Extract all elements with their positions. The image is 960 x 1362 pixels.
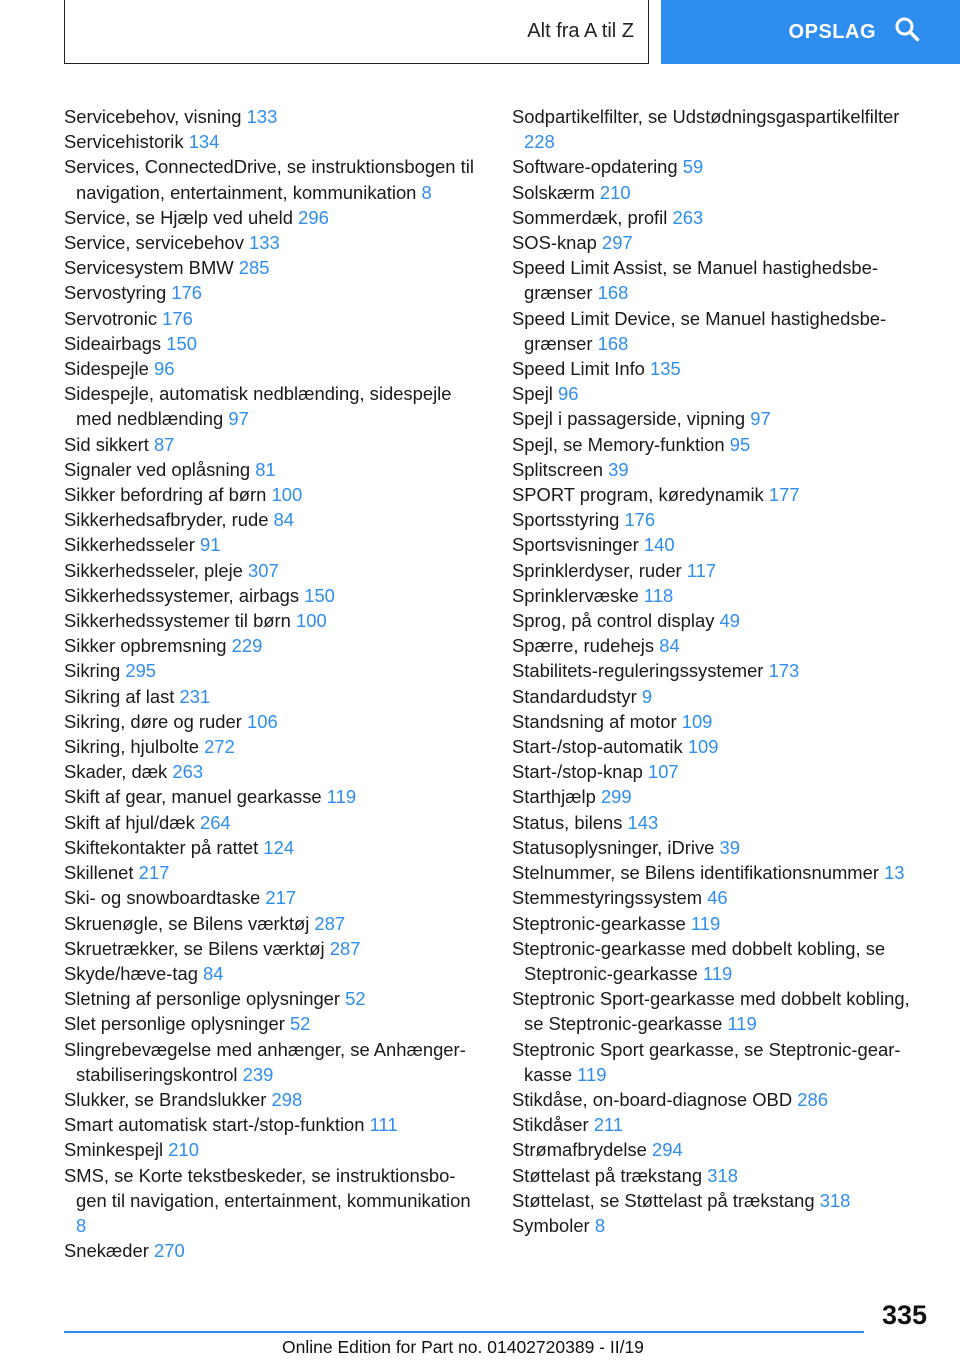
- index-entry: [512, 658, 928, 683]
- index-page-link[interactable]: 49: [719, 610, 741, 632]
- index-entry: [64, 154, 479, 204]
- index-entry: [64, 1087, 479, 1112]
- index-entry-term: Start-/stop-knap: [512, 761, 643, 783]
- index-entry: [512, 180, 928, 205]
- index-page-link[interactable]: 91: [199, 534, 221, 556]
- index-page-link[interactable]: 135: [650, 358, 681, 380]
- index-page-link[interactable]: 39: [719, 836, 740, 858]
- index-entry: [512, 734, 928, 759]
- index-entry-term: Smart automatisk start-/stop-funktion: [64, 1114, 365, 1136]
- index-entry: [64, 961, 479, 986]
- index-entry-term: SMS, se Korte tekstbeskeder, se instruktionsbogen til navigation, entertainment, kommunikation: [64, 1164, 471, 1211]
- index-page-link[interactable]: 119: [577, 1063, 607, 1085]
- index-entry: [512, 381, 928, 406]
- index-entry: [512, 759, 928, 784]
- index-entry: [64, 885, 479, 910]
- index-page-link[interactable]: 286: [797, 1088, 828, 1110]
- index-page-link[interactable]: 168: [597, 282, 629, 304]
- index-page-link[interactable]: 117: [686, 559, 717, 581]
- index-entry-term: Steptronic-gearkasse: [512, 912, 686, 934]
- index-page-link[interactable]: 143: [627, 811, 659, 833]
- index-column-left: [64, 104, 479, 1263]
- index-entry-term: Spejl: [512, 383, 553, 405]
- index-page-link[interactable]: 173: [768, 660, 800, 682]
- index-entry-term: Skruetrækker, se Bilens værktøj: [64, 937, 325, 959]
- index-entry: [512, 810, 928, 835]
- index-entry: [64, 558, 479, 583]
- index-page-link[interactable]: 118: [643, 584, 674, 606]
- index-page-link[interactable]: 13: [884, 862, 905, 884]
- index-page-link[interactable]: 81: [255, 458, 276, 480]
- index-entry: [64, 1037, 479, 1087]
- index-entry: [64, 835, 479, 860]
- index-page-link[interactable]: 95: [729, 433, 751, 455]
- index-page-link[interactable]: 285: [238, 257, 270, 279]
- index-entry: [64, 356, 479, 381]
- index-entry-term: Skyde/hæve-tag: [64, 962, 198, 984]
- index-entry: [64, 986, 479, 1011]
- index-entry-term: Stemmestyringssystem: [512, 887, 703, 909]
- index-entry: [512, 255, 928, 305]
- index-entry: [512, 230, 928, 255]
- footer: [282, 1337, 644, 1358]
- index-entry-term: Standardudstyr: [512, 685, 637, 707]
- index-entry: [64, 1011, 479, 1036]
- index-page-link[interactable]: 263: [172, 761, 204, 783]
- index-entry-term: SPORT program, køredynamik: [512, 484, 764, 506]
- index-page-link[interactable]: 307: [248, 559, 279, 581]
- index-page-link[interactable]: 124: [263, 836, 295, 858]
- index-entry: [64, 633, 479, 658]
- index-entry-term: Servostyring: [64, 282, 167, 304]
- index-entry: [64, 734, 479, 759]
- index-page-link[interactable]: 46: [707, 887, 728, 909]
- index-page-link[interactable]: 84: [273, 509, 295, 531]
- index-page-link[interactable]: 39: [608, 458, 629, 480]
- index-page-link[interactable]: 217: [138, 862, 170, 884]
- index-entry-term: Starthjælp: [512, 786, 596, 808]
- index-entry: [64, 936, 479, 961]
- index-entry-term: Sprinklerdyser, ruder: [512, 559, 682, 581]
- index-page-link[interactable]: 109: [681, 710, 713, 732]
- index-entry-term: Sikring, hjulbolte: [64, 736, 199, 758]
- index-entry: [64, 507, 479, 532]
- index-page-link[interactable]: 97: [750, 408, 771, 430]
- index-page-link[interactable]: 96: [558, 383, 579, 405]
- index-entry-term: Sikkerhedssystemer til børn: [64, 610, 291, 632]
- page-number: 335: [881, 1300, 927, 1330]
- index-entry: [64, 129, 479, 154]
- index-page-link[interactable]: 272: [204, 736, 235, 758]
- index-entry-term: Service, se Hjælp ved uheld: [64, 206, 293, 228]
- index-entry-term: Skiftekontakter på rattet: [64, 836, 259, 858]
- index-entry-term: Skillenet: [64, 862, 134, 884]
- index-entry-term: Sikkerhedsseler: [64, 534, 195, 556]
- index-page-link[interactable]: 299: [600, 786, 632, 808]
- index-entry: [512, 104, 928, 154]
- index-entry-term: Servicebehov, visning: [64, 106, 242, 127]
- index-entry: [512, 784, 928, 809]
- index-page-link[interactable]: 84: [659, 635, 680, 657]
- index-page-link[interactable]: 119: [727, 1013, 757, 1035]
- index-page-link[interactable]: 87: [153, 433, 175, 455]
- index-entry: [512, 205, 928, 230]
- index-page-link[interactable]: 217: [265, 887, 297, 909]
- index-page-link[interactable]: 133: [249, 232, 280, 254]
- index-page-link[interactable]: 287: [314, 912, 346, 934]
- index-entry-term: Støttelast, se Støttelast på trækstang: [512, 1189, 815, 1211]
- index-entry: [512, 1188, 928, 1213]
- index-entry-term: Service, servicebehov: [64, 232, 244, 254]
- index-entry-term: Statusoplysninger, iDrive: [512, 836, 715, 858]
- index-entry: [512, 1213, 928, 1238]
- index-entry-term: Sikker opbremsning: [64, 635, 227, 657]
- index-entry-term: Sikkerhedssystemer, airbags: [64, 584, 300, 606]
- index-page-link[interactable]: 59: [682, 156, 704, 178]
- index-page-link[interactable]: 106: [246, 710, 278, 732]
- index-entry: [512, 1163, 928, 1188]
- index-entry-term: Sidespejle: [64, 358, 149, 380]
- index-entry: [512, 154, 928, 179]
- index-entry: [512, 1037, 928, 1087]
- index-entry-term: Steptronic-gearkasse med dobbelt kobling, se Steptronic-gearkasse: [512, 937, 886, 984]
- index-entry: [512, 306, 928, 356]
- footer-divider: [64, 1331, 864, 1333]
- index-page-link[interactable]: 294: [652, 1139, 683, 1161]
- index-entry-term: Servotronic: [64, 307, 158, 329]
- index-entry-term: Splitscreen: [512, 458, 603, 480]
- index-page-link[interactable]: 52: [345, 988, 366, 1010]
- index-entry-term: Solskærm: [512, 181, 595, 203]
- index-entry: [64, 331, 479, 356]
- index-page-link[interactable]: 168: [597, 332, 629, 354]
- index-page-link[interactable]: 52: [289, 1013, 311, 1035]
- index-entry-term: Symboler: [512, 1214, 590, 1236]
- index-page-link[interactable]: 287: [329, 937, 361, 959]
- index-entry: [64, 709, 479, 734]
- index-entry-term: Skift af gear, manuel gearkasse: [64, 786, 322, 808]
- index-entry: [64, 1112, 479, 1137]
- index-entry-term: Sportsvisninger: [512, 534, 639, 556]
- index-page-link[interactable]: 297: [601, 232, 633, 254]
- index-page-link[interactable]: 263: [672, 206, 704, 228]
- index-entry: [512, 482, 928, 507]
- index-entry-term: Sportsstyring: [512, 509, 620, 531]
- index-page-link[interactable]: 150: [166, 332, 197, 354]
- index-entry: [64, 432, 479, 457]
- index-entry-term: Spærre, rudehejs: [512, 635, 655, 657]
- index-entry-term: Slet personlige oplysninger: [64, 1013, 285, 1035]
- index-page-link[interactable]: 177: [768, 484, 800, 506]
- index-page-link[interactable]: 318: [819, 1189, 851, 1211]
- index-entry-term: Ski- og snowboardtaske: [64, 887, 261, 909]
- index-entry: [512, 860, 928, 885]
- index-entry: [512, 583, 928, 608]
- index-entry: [512, 608, 928, 633]
- index-entry: [512, 432, 928, 457]
- index-entry-term: Stabilitets-reguleringssystemer: [512, 660, 764, 682]
- index-entry-term: Speed Limit Device, se Manuel hastighedsbegrænser: [512, 307, 887, 354]
- index-entry-term: Sidespejle, automatisk nedblænding, sidespejle med nedblænding: [64, 383, 452, 430]
- index-entry: [64, 381, 479, 431]
- index-page-link[interactable]: 111: [369, 1114, 398, 1136]
- index-page-link[interactable]: 318: [707, 1164, 738, 1186]
- index-page-link[interactable]: 133: [246, 106, 278, 127]
- index-entry-term: Servicesystem BMW: [64, 257, 234, 279]
- index-entry-term: Steptronic Sport-gearkasse med dobbelt kobling, se Steptronic-gearkasse: [512, 988, 910, 1035]
- index-entry-term: SOS-knap: [512, 232, 597, 254]
- index-page-link[interactable]: 239: [242, 1063, 274, 1085]
- index-entry-term: Speed Limit Info: [512, 358, 645, 380]
- index-entry-term: Stikdåser: [512, 1114, 589, 1136]
- index-page-link[interactable]: 296: [298, 206, 329, 228]
- index-entry-term: Status, bilens: [512, 811, 623, 833]
- index-entry-term: Steptronic Sport gearkasse, se Steptronic-gearkasse: [512, 1038, 901, 1085]
- index-entry: [64, 532, 479, 557]
- index-page-link[interactable]: 176: [171, 282, 203, 304]
- index-entry-term: Slingrebevægelse med anhænger, se Anhænger-stabiliseringskontrol: [64, 1038, 466, 1085]
- index-entry: [64, 608, 479, 633]
- index-entry-term: Sid sikkert: [64, 433, 149, 455]
- index-entry-term: Services, ConnectedDrive, se instruktionsbogen til navigation, entertainment, kommunikation: [64, 156, 474, 203]
- index-page-link[interactable]: 176: [162, 307, 193, 329]
- index-entry: [512, 532, 928, 557]
- index-entry: [512, 911, 928, 936]
- index-entry-term: Sikring: [64, 660, 121, 682]
- index-page-link[interactable]: 8: [594, 1214, 606, 1236]
- index-entry-term: Speed Limit Assist, se Manuel hastighedsbegrænser: [512, 257, 878, 304]
- index-entry: [64, 280, 479, 305]
- index-page-link[interactable]: 97: [228, 408, 249, 430]
- index-entry-term: Sommerdæk, profil: [512, 206, 668, 228]
- index-entry: [64, 658, 479, 683]
- index-entry: [64, 1163, 479, 1239]
- index-entry: [512, 633, 928, 658]
- index-entry: [64, 482, 479, 507]
- index-entry: [64, 911, 479, 936]
- index-entry: [512, 684, 928, 709]
- index-page-link[interactable]: 119: [326, 786, 357, 808]
- index-entry-term: Sikring, døre og ruder: [64, 710, 242, 732]
- index-entry-term: Sletning af personlige oplysninger: [64, 988, 341, 1010]
- index-entry: [64, 583, 479, 608]
- index-entry: [64, 205, 479, 230]
- index-entry: [512, 356, 928, 381]
- index-entry-term: Sprog, på control display: [512, 610, 715, 632]
- index-entry: [64, 306, 479, 331]
- index-page-link[interactable]: 210: [168, 1139, 199, 1161]
- index-page-link[interactable]: 295: [125, 660, 157, 682]
- index-page-link[interactable]: 8: [76, 1214, 87, 1236]
- index-page-link[interactable]: 270: [153, 1240, 185, 1262]
- index-page-link[interactable]: 229: [231, 635, 263, 657]
- index-entry-term: Standsning af motor: [512, 710, 677, 732]
- index-entry: [512, 558, 928, 583]
- index-column-right: [512, 104, 928, 1238]
- index-entry-term: Strømafbrydelse: [512, 1139, 647, 1161]
- index-entry-term: Spejl i passagerside, vipning: [512, 408, 746, 430]
- index-entry-term: Sikring af last: [64, 685, 175, 707]
- index-entry-term: Spejl, se Memory-funktion: [512, 433, 725, 455]
- index-page-link[interactable]: 100: [271, 484, 303, 506]
- index-entry: [512, 986, 928, 1036]
- index-entry-term: Stelnummer, se Bilens identifikationsnummer: [512, 862, 879, 884]
- index-entry-term: Sodpartikelfilter, se Udstødningsgaspartikelfilter: [512, 106, 900, 127]
- index-entry: [64, 860, 479, 885]
- index-entry: [512, 835, 928, 860]
- index-entry-term: Snekæder: [64, 1240, 149, 1262]
- index-entry-term: Start-/stop-automatik: [512, 736, 683, 758]
- index-page-link[interactable]: 298: [271, 1088, 303, 1110]
- index-entry-term: Stikdåse, on-board-diagnose OBD: [512, 1088, 793, 1110]
- index-page-link[interactable]: 228: [524, 131, 555, 153]
- index-entry-term: Slukker, se Brandslukker: [64, 1088, 267, 1110]
- index-entry: [64, 104, 479, 129]
- index-page-link[interactable]: 176: [624, 509, 656, 531]
- index-entry-term: Sminkespejl: [64, 1139, 164, 1161]
- index-page-link[interactable]: 107: [647, 761, 679, 783]
- index-page-link[interactable]: 96: [153, 358, 175, 380]
- index-entry: [512, 936, 928, 986]
- index-page-link[interactable]: 134: [188, 131, 220, 153]
- index-entry: [64, 1238, 479, 1263]
- index-entry: [64, 759, 479, 784]
- index-entry: [512, 457, 928, 482]
- index-page-link[interactable]: 119: [702, 962, 733, 984]
- index-entry: [512, 406, 928, 431]
- index-entry-term: Sprinklervæske: [512, 584, 639, 606]
- index-entry: [512, 1137, 928, 1162]
- index-entry: [64, 230, 479, 255]
- tab-lookup-label: OPSLAG: [788, 20, 876, 43]
- index-entry: [64, 784, 479, 809]
- tab-opslag[interactable]: [661, 0, 960, 64]
- index-entry-term: Signaler ved oplåsning: [64, 458, 251, 480]
- index-page-link[interactable]: 9: [641, 685, 653, 707]
- footer-edition: Online Edition for Part no. 01402720389 - II/19: [282, 1337, 644, 1357]
- index-page-link[interactable]: 8: [421, 181, 432, 203]
- index-entry: [512, 1087, 928, 1112]
- index-page-link[interactable]: 231: [179, 685, 211, 707]
- index-entry-term: Skruenøgle, se Bilens værktøj: [64, 912, 310, 934]
- index-entry: [512, 885, 928, 910]
- index-entry: [64, 810, 479, 835]
- index-page-link[interactable]: 84: [203, 962, 224, 984]
- index-entry: [64, 684, 479, 709]
- index-page-link[interactable]: 140: [643, 534, 675, 556]
- index-page-link[interactable]: 210: [599, 181, 631, 203]
- index-page-link[interactable]: 211: [593, 1114, 624, 1136]
- index-page-link[interactable]: 100: [296, 610, 327, 632]
- index-entry: [512, 709, 928, 734]
- index-page-link[interactable]: 264: [199, 811, 231, 833]
- index-entry-term: Sikkerhedsseler, pleje: [64, 559, 243, 581]
- index-entry: [512, 1112, 928, 1137]
- index-entry-term: Sikker befordring af børn: [64, 484, 267, 506]
- index-entry-term: Skader, dæk: [64, 761, 168, 783]
- index-entry: [64, 255, 479, 280]
- index-entry-term: Software-opdatering: [512, 156, 678, 178]
- index-entry-term: Sideairbags: [64, 332, 162, 354]
- tab-alt-fra-a-til-z[interactable]: [64, 0, 649, 64]
- tab-az-label: Alt fra A til Z: [527, 20, 634, 42]
- index-entry-term: Sikkerhedsafbryder, rude: [64, 509, 269, 531]
- index-entry: [512, 507, 928, 532]
- index-entry-term: Støttelast på trækstang: [512, 1164, 703, 1186]
- index-page-link[interactable]: 109: [687, 736, 719, 758]
- index-entry: [64, 457, 479, 482]
- index-page-link[interactable]: 119: [690, 912, 721, 934]
- index-page-link[interactable]: 150: [304, 584, 335, 606]
- search-icon: [894, 16, 920, 48]
- index-entry: [64, 1137, 479, 1162]
- index-entry-term: Servicehistorik: [64, 131, 184, 153]
- index-entry-term: Skift af hjul/dæk: [64, 811, 195, 833]
